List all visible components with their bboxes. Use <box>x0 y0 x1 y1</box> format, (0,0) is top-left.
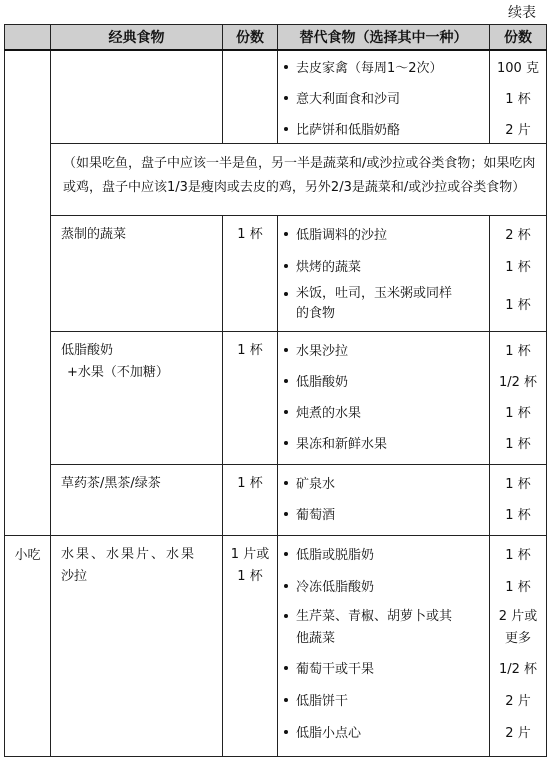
table-row <box>5 216 547 332</box>
alt-amount-cell: 1 杯 1/2 杯 1 杯 1 杯 <box>490 332 547 465</box>
count-cell: 1 杯 <box>223 332 278 465</box>
alt-amount-cell: 100 克 1 杯 2 片 <box>490 50 547 144</box>
bullet-icon <box>284 584 288 588</box>
header-alternatives: 替代食物（选择其中一种） <box>278 25 490 51</box>
bullet-icon <box>284 614 288 618</box>
list-item: 低脂饼干 <box>282 682 489 714</box>
list-item: 意大利面食和沙司 <box>282 81 489 112</box>
header-classic-food: 经典食物 <box>51 25 223 51</box>
list-item: 比萨饼和低脂奶酪 <box>282 112 489 143</box>
list-item: 低脂或脱脂奶 <box>282 536 489 568</box>
bullet-icon <box>284 410 288 414</box>
header-alt-amount: 份数 <box>490 25 547 51</box>
classic-food-cell: 蒸制的蔬菜 <box>51 216 223 332</box>
list-item: 生芹菜、青椒、胡萝卜或其 他蔬菜 <box>282 600 489 650</box>
bullet-icon <box>284 232 288 236</box>
bullet-icon <box>284 264 288 268</box>
alternatives-cell <box>278 536 490 757</box>
table-row <box>5 536 547 757</box>
category-cell-empty <box>5 50 51 536</box>
classic-cell-empty <box>51 50 223 144</box>
bullet-icon <box>284 65 288 69</box>
bullet-icon <box>284 481 288 485</box>
list-item: 低脂酸奶 <box>282 363 489 394</box>
list-item: 冷冻低脂酸奶 <box>282 568 489 600</box>
alt-amount-cell: 1 杯 1 杯 <box>490 465 547 536</box>
bullet-icon <box>284 379 288 383</box>
list-item: 葡萄酒 <box>282 496 489 527</box>
category-cell: 小吃 <box>5 536 51 757</box>
bullet-icon <box>284 96 288 100</box>
classic-food-cell: 草药茶/黑茶/绿茶 <box>51 465 223 536</box>
alternatives-cell <box>278 332 490 465</box>
list-item: 水果沙拉 <box>282 332 489 363</box>
list-item: 炖煮的水果 <box>282 394 489 425</box>
list-item: 低脂调料的沙拉 <box>282 216 489 248</box>
list-item: 果冻和新鲜水果 <box>282 425 489 456</box>
alternatives-cell <box>278 465 490 536</box>
classic-food-cell: 水果、水果片、水果 沙拉 <box>51 536 223 757</box>
list-item: 去皮家禽（每周1～2次） <box>282 51 489 81</box>
bullet-icon <box>284 552 288 556</box>
list-item: 烘烤的蔬菜 <box>282 248 489 280</box>
bullet-icon <box>284 292 288 296</box>
table-row <box>5 465 547 536</box>
alt-amount-cell: 1 杯 1 杯 2 片或 更多 1/2 杯 2 片 2 片 <box>490 536 547 757</box>
bullet-icon <box>284 698 288 702</box>
table-header-row <box>5 25 547 51</box>
header-classic-amount: 份数 <box>223 25 278 51</box>
count-cell: 1 杯 <box>223 216 278 332</box>
count-cell: 1 片或 1 杯 <box>223 536 278 757</box>
bullet-icon <box>284 441 288 445</box>
header-category <box>5 25 51 51</box>
count-cell-empty <box>223 50 278 144</box>
bullet-icon <box>284 666 288 670</box>
table-row <box>5 50 547 144</box>
list-item: 矿泉水 <box>282 465 489 496</box>
table-row <box>5 144 547 216</box>
note-cell: （如果吃鱼，盘子中应该一半是鱼，另一半是蔬菜和/或沙拉或谷类食物；如果吃肉或鸡，盘子中应该1/3是瘦肉或去皮的鸡，另外2/3是蔬菜和/或沙拉或谷类食物） <box>51 144 547 216</box>
bullet-icon <box>284 512 288 516</box>
table-row <box>5 332 547 465</box>
alt-amount-cell: 2 杯 1 杯 1 杯 <box>490 216 547 332</box>
food-substitution-table <box>4 24 547 757</box>
bullet-icon <box>284 127 288 131</box>
list-item: 葡萄干或干果 <box>282 650 489 682</box>
bullet-icon <box>284 348 288 352</box>
alternatives-cell <box>278 50 490 144</box>
list-item: 米饭，吐司，玉米粥或同样 的食物 <box>282 280 489 324</box>
classic-food-cell: 低脂酸奶 +水果（不加糖） <box>51 332 223 465</box>
alternatives-cell <box>278 216 490 332</box>
continued-label: 续表 <box>508 5 536 21</box>
count-cell: 1 杯 <box>223 465 278 536</box>
list-item: 低脂小点心 <box>282 714 489 746</box>
